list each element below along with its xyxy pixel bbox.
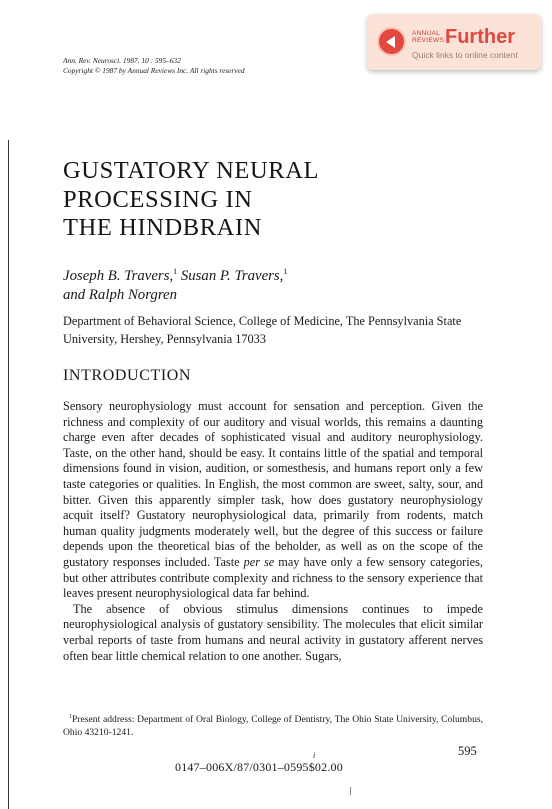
author-name: and Ralph Norgren	[63, 286, 177, 303]
footnote-text: Present address: Department of Oral Biology, College of Dentistry, The Ohio State University, Columbus, Ohio 43210-1241.	[63, 714, 483, 739]
article-code: 0147–006X/87/0301–0595$02.00	[175, 760, 343, 774]
article-title	[63, 157, 319, 243]
author-footnote-mark: 1	[283, 267, 288, 276]
author-name: Joseph B. Travers,	[63, 267, 174, 284]
title-line: GUSTATORY NEURAL	[63, 157, 320, 184]
affiliation: Department of Behavioral Science, College of Medicine, The Pennsylvania State University, Hershey, Pennsylvania 17033	[63, 314, 462, 346]
banner-annual: ANNUAL	[412, 30, 441, 37]
scan-speck	[350, 787, 351, 795]
further-banner[interactable]	[367, 14, 541, 70]
annual-reviews-wordmark	[412, 30, 444, 44]
author-list	[63, 262, 287, 305]
footnote	[63, 711, 483, 739]
section-heading: INTRODUCTION	[63, 367, 192, 384]
body-text	[63, 399, 483, 664]
author-name: Susan P. Travers,	[180, 267, 284, 284]
play-arrow-icon	[377, 27, 406, 56]
title-line: THE HINDBRAIN	[63, 214, 263, 241]
banner-further: Further	[445, 26, 515, 48]
paragraph: Sensory neurophysiology must account for sensation and perception. Given the richness and complexity of our auditory and visual worlds, this remains a daunting charge even after decades of sophisticated visual and auditory neurophysiology. Taste, on the other hand, should be easy. It contains little of the spatial and temporal dimensions found in vision, audition, or somesthesis, and humans report only a few taste categories or qualities. In English, the most common are sweet, salty, sour, and bitter. Given this apparently simpler task, how does gustatory neurophysiology acquit itself? Gustatory neurophysiological data, primarily from rodents, match human quality judgments moderately well, but the degree of this success or failure depends upon the theoretical bias of the beholder, as well as on the scope of the gustatory responses included. Taste per se may have only a few sensory categories, but other attributes contribute complexity and richness to the sensory experience that leaves present neurophysiological data far behind.	[63, 399, 483, 601]
footnote-mark: 1	[69, 714, 72, 720]
emphasis: per se	[243, 554, 275, 569]
banner-reviews: REVIEWS	[412, 37, 445, 44]
page-number: 595	[458, 744, 477, 758]
author-line	[63, 262, 287, 286]
title-line: PROCESSING IN	[63, 185, 253, 213]
author-footnote-mark: 1	[173, 267, 178, 276]
banner-subtitle: Quick links to online content	[412, 50, 518, 60]
journal-citation	[63, 56, 245, 76]
citation-line: Ann. Rev. Neurosci. 1987. 10 : 595–632	[63, 56, 181, 65]
paragraph: The absence of obvious stimulus dimensions continues to impede neurophysiological analysis of gustatory sensibility. The molecules that elicit similar verbal reports of taste from humans and neural activity in gustatory afferent nerves often bear little chemical relation to one another. Sugars,	[63, 601, 483, 663]
copyright-line: Copyright © 1987 by Annual Reviews Inc. All rights reserved	[63, 66, 245, 75]
margin-rule	[8, 140, 9, 809]
page-marker: i	[313, 751, 316, 760]
